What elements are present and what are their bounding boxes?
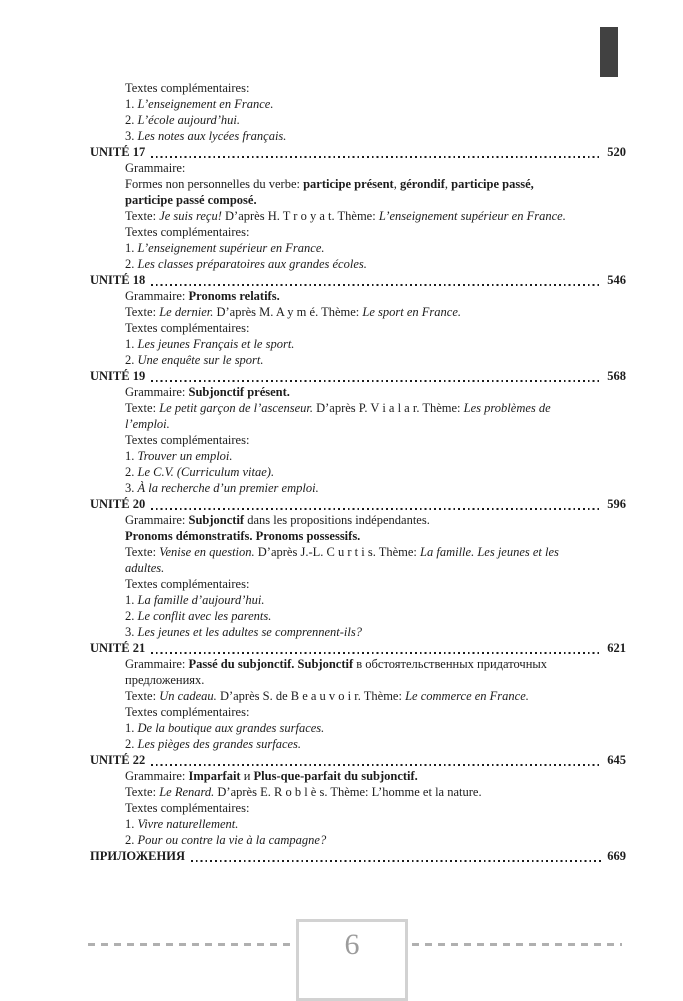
text-segment: 1. <box>125 721 138 735</box>
toc-entry-heading <box>90 848 626 864</box>
text-segment: Passé du subjonctif. Subjonctif <box>188 657 354 671</box>
text-segment: L’enseignement en France. <box>137 97 274 111</box>
leader-dots <box>151 156 602 158</box>
text-segment: 2. <box>125 737 138 751</box>
toc-line <box>90 288 626 304</box>
text-segment: Textes complémentaires: <box>125 433 250 447</box>
text-segment: в обстоятельственных придаточных <box>353 657 548 671</box>
toc-line <box>90 624 626 640</box>
text-segment: Grammaire: <box>125 385 189 399</box>
toc-line <box>90 544 626 560</box>
toc-line <box>90 688 626 704</box>
toc-entry-heading <box>90 144 626 160</box>
text-segment: Plus-que-parfait du subjonctif. <box>253 769 418 783</box>
toc-line <box>90 832 626 848</box>
text-segment: 2. <box>125 465 138 479</box>
toc-entry-title: UNITÉ 19 <box>90 369 146 383</box>
text-segment: Les jeunes et les adultes se comprennent-ils? <box>137 625 362 639</box>
text-segment: 3. <box>125 625 138 639</box>
toc-line <box>90 192 626 208</box>
leader-dots <box>151 508 602 510</box>
text-segment: Textes complémentaires: <box>125 705 250 719</box>
text-segment: Texte: <box>125 209 160 223</box>
toc-line <box>90 160 626 176</box>
toc-line <box>90 480 626 496</box>
toc-line <box>90 528 626 544</box>
text-segment: 2. <box>125 833 138 847</box>
toc-line <box>90 256 626 272</box>
text-segment: La famille. Les jeunes et les <box>420 545 559 559</box>
text-segment: D’après J.-L. C u r t i s. Thème: <box>254 545 421 559</box>
text-segment: , <box>393 177 400 191</box>
text-segment: Texte: <box>125 785 160 799</box>
toc-line <box>90 592 626 608</box>
toc-line <box>90 800 626 816</box>
toc-line <box>90 608 626 624</box>
text-segment: participe passé composé. <box>125 193 257 207</box>
text-segment: D’après E. R o b l è s. Thème: L’homme et la nature. <box>214 785 482 799</box>
toc-line <box>90 352 626 368</box>
text-segment: Textes complémentaires: <box>125 577 250 591</box>
text-segment: Subjonctif <box>188 513 245 527</box>
corner-tab <box>600 27 618 77</box>
toc-entry-page-number: 645 <box>607 753 626 767</box>
toc-entry-heading <box>90 368 626 384</box>
page-number-box <box>296 919 408 1001</box>
text-segment: Grammaire: <box>125 657 189 671</box>
text-segment: l’emploi. <box>125 417 170 431</box>
text-segment: 2. <box>125 257 138 271</box>
text-segment: 1. <box>125 97 138 111</box>
text-segment: Les problèmes de <box>463 401 551 415</box>
text-segment: 3. <box>125 481 138 495</box>
text-segment: 3. <box>125 129 138 143</box>
text-segment: Le C.V. (Curriculum vitae). <box>137 465 275 479</box>
toc-entry-heading <box>90 640 626 656</box>
text-segment: Le dernier. <box>159 305 214 319</box>
toc-line <box>90 768 626 784</box>
text-segment: Textes complémentaires: <box>125 801 250 815</box>
text-segment: предложениях. <box>125 673 205 687</box>
text-segment: 1. <box>125 593 138 607</box>
toc-line <box>90 816 626 832</box>
text-segment: Pronoms relatifs. <box>188 289 280 303</box>
text-segment: participe présent <box>303 177 394 191</box>
text-segment: adultes. <box>125 561 165 575</box>
text-segment: 2. <box>125 353 138 367</box>
toc-line <box>90 320 626 336</box>
text-segment: 2. <box>125 113 138 127</box>
toc-line <box>90 576 626 592</box>
text-segment: Le commerce en France. <box>405 689 529 703</box>
text-segment: 1. <box>125 817 138 831</box>
text-segment: D’après M. A y m é. Thème: <box>213 305 363 319</box>
text-segment: D’après H. T r o y a t. Thème: <box>221 209 379 223</box>
text-segment: Je suis reçu! <box>159 209 222 223</box>
text-segment: L’enseignement supérieur en France. <box>137 241 325 255</box>
text-segment: Le sport en France. <box>362 305 462 319</box>
text-segment: Les notes aux lycées français. <box>137 129 287 143</box>
text-segment: Trouver un emploi. <box>137 449 233 463</box>
toc-line <box>90 208 626 224</box>
text-segment: Textes complémentaires: <box>125 225 250 239</box>
text-segment: dans les propositions indépendantes. <box>244 513 430 527</box>
text-segment: , <box>444 177 452 191</box>
toc-entry-heading <box>90 272 626 288</box>
leader-dots <box>151 284 602 286</box>
text-segment: Une enquête sur le sport. <box>137 353 264 367</box>
footer-dashed-line-right <box>412 943 622 946</box>
toc-line <box>90 128 626 144</box>
toc-line <box>90 720 626 736</box>
text-segment: D’après P. V i a l a r. Thème: <box>312 401 464 415</box>
text-segment: Textes complémentaires: <box>125 81 250 95</box>
text-segment: gérondif <box>399 177 445 191</box>
toc-line <box>90 432 626 448</box>
text-segment: La famille d’aujourd’hui. <box>137 593 265 607</box>
text-segment: D’après S. de B e a u v o i r. Thème: <box>216 689 406 703</box>
toc-line <box>90 112 626 128</box>
toc-line <box>90 416 626 432</box>
text-segment: Le conflit avec les parents. <box>137 609 272 623</box>
toc-line <box>90 784 626 800</box>
text-segment: Textes complémentaires: <box>125 321 250 335</box>
text-segment: Les classes préparatoires aux grandes écoles. <box>137 257 367 271</box>
toc-line <box>90 560 626 576</box>
text-segment: Grammaire: <box>125 289 189 303</box>
toc-entry-page-number: 621 <box>607 641 626 655</box>
toc-entry-page-number: 520 <box>607 145 626 159</box>
text-segment: Grammaire: <box>125 161 186 175</box>
toc-line <box>90 224 626 240</box>
text-segment: Vivre naturellement. <box>137 817 239 831</box>
toc-line <box>90 96 626 112</box>
toc-line <box>90 672 626 688</box>
footer-dashed-line-left <box>88 943 292 946</box>
toc-entry-title: UNITÉ 17 <box>90 145 146 159</box>
text-segment: Grammaire: <box>125 513 189 527</box>
toc-line <box>90 400 626 416</box>
toc-entry-title: UNITÉ 22 <box>90 753 146 767</box>
text-segment: Un cadeau. <box>159 689 217 703</box>
text-segment: Texte: <box>125 545 160 559</box>
toc-line <box>90 704 626 720</box>
page-number: 6 <box>344 928 360 961</box>
leader-dots <box>151 380 602 382</box>
text-segment: participe passé, <box>451 177 534 191</box>
toc-entry-page-number: 568 <box>607 369 626 383</box>
text-segment: 1. <box>125 337 138 351</box>
text-segment: Texte: <box>125 689 160 703</box>
toc-line <box>90 736 626 752</box>
toc-entry-page-number: 596 <box>607 497 626 511</box>
leader-dots <box>151 764 602 766</box>
text-segment: Imparfait <box>188 769 241 783</box>
text-segment: Texte: <box>125 305 160 319</box>
text-segment: и <box>240 769 254 783</box>
text-segment: Les pièges des grandes surfaces. <box>137 737 302 751</box>
table-of-contents <box>90 80 626 864</box>
text-segment: Texte: <box>125 401 160 415</box>
toc-entry-title: UNITÉ 21 <box>90 641 146 655</box>
text-segment: De la boutique aux grandes surfaces. <box>137 721 325 735</box>
toc-line <box>90 176 626 192</box>
text-segment: À la recherche d’un premier emploi. <box>137 481 319 495</box>
toc-line <box>90 304 626 320</box>
toc-entry-title: UNITÉ 18 <box>90 273 146 287</box>
toc-entry-title: ПРИЛОЖЕНИЯ <box>90 849 185 863</box>
toc-entry-heading <box>90 496 626 512</box>
toc-entry-page-number: 669 <box>607 849 626 863</box>
text-segment: 2. <box>125 609 138 623</box>
toc-line <box>90 384 626 400</box>
toc-line <box>90 336 626 352</box>
toc-line <box>90 656 626 672</box>
text-segment: Les jeunes Français et le sport. <box>137 337 295 351</box>
text-segment: Le Renard. <box>159 785 215 799</box>
text-segment: 1. <box>125 449 138 463</box>
text-segment: Venise en question. <box>159 545 255 559</box>
text-segment: 1. <box>125 241 138 255</box>
toc-line <box>90 464 626 480</box>
text-segment: Formes non personnelles du verbe: <box>125 177 304 191</box>
text-segment: Grammaire: <box>125 769 189 783</box>
text-segment: Pronoms démonstratifs. Pronoms possessifs. <box>125 529 361 543</box>
toc-line <box>90 240 626 256</box>
leader-dots <box>191 860 602 862</box>
toc-line <box>90 512 626 528</box>
text-segment: L’école aujourd’hui. <box>137 113 241 127</box>
text-segment: Pour ou contre la vie à la campagne? <box>137 833 327 847</box>
text-segment: Le petit garçon de l’ascenseur. <box>159 401 313 415</box>
text-segment: Subjonctif présent. <box>188 385 290 399</box>
leader-dots <box>151 652 602 654</box>
toc-entry-title: UNITÉ 20 <box>90 497 146 511</box>
toc-line <box>90 448 626 464</box>
toc-line <box>90 80 626 96</box>
text-segment: L’enseignement supérieur en France. <box>378 209 566 223</box>
toc-entry-page-number: 546 <box>607 273 626 287</box>
toc-entry-heading <box>90 752 626 768</box>
